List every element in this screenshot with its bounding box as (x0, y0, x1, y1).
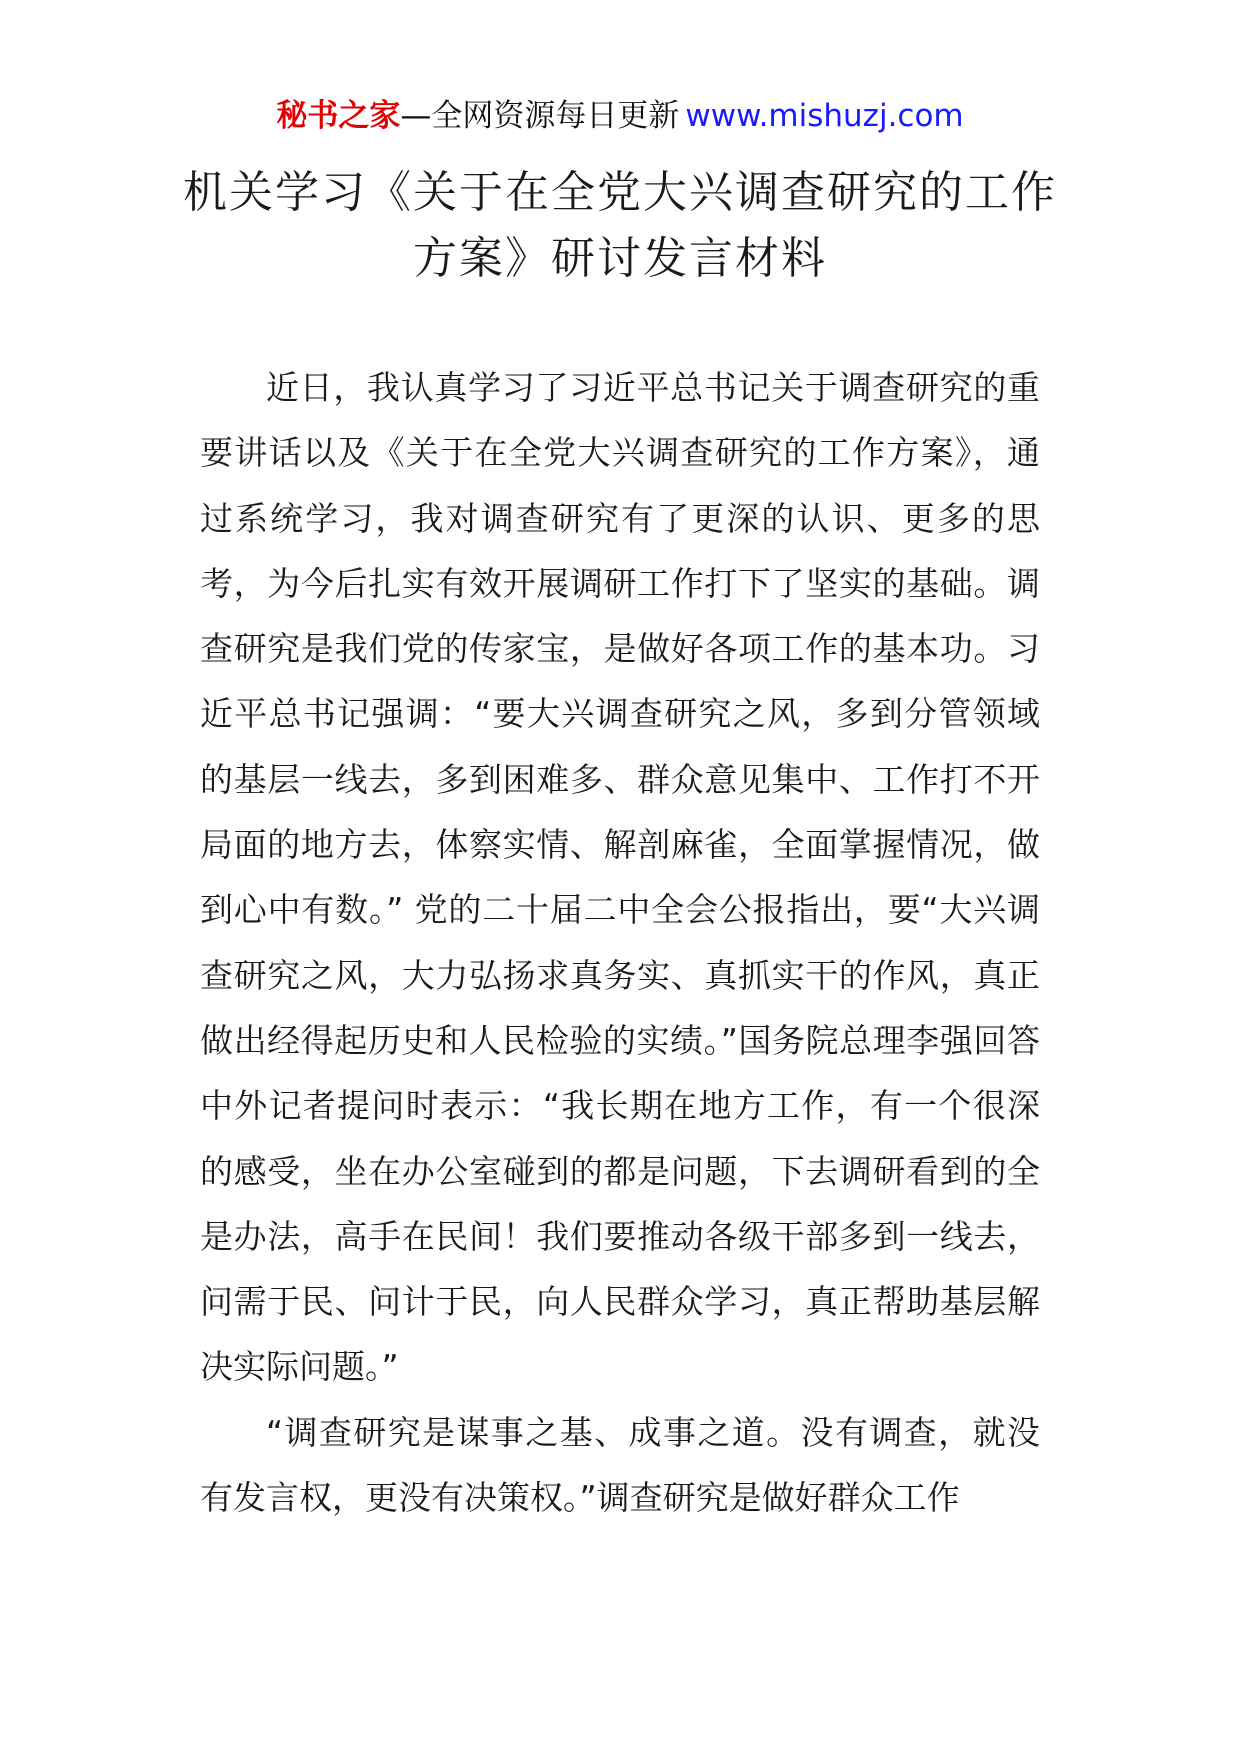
site-header (0, 96, 1240, 136)
site-tagline: —全网资源每日更新 (400, 98, 680, 134)
document-body (200, 355, 1040, 1530)
paragraph: 近日，我认真学习了习近平总书记关于调查研究的重要讲话以及《关于在全党大兴调查研究的工作方案》，通过系统学习，我对调查研究有了更深的认识、更多的思考，为今后扎实有效开展调研工作打下了坚实的基础。调查研究是我们党的传家宝，是做好各项工作的基本功。习近平总书记强调：“要大兴调查研究之风，多到分管领域的基层一线去，多到困难多、群众意见集中、工作打不开局面的地方去，体察实情、解剖麻雀，全面掌握情况，做到心中有数。” 党的二十届二中全会公报指出，要“大兴调查研究之风，大力弘扬求真务实、真抓实干的作风，真正做出经得起历史和人民检验的实绩。”国务院总理李强回答中外记者提问时表示：“我长期在地方工作，有一个很深的感受，坐在办公室碰到的都是问题，下去调研看到的全是办法，高手在民间！我们要推动各级干部多到一线去，问需于民、问计于民，向人民群众学习，真正帮助基层解决实际问题。” (200, 368, 1040, 1387)
paragraph: “调查研究是谋事之基、成事之道。没有调查，就没有发言权，更没有决策权。”调查研究是做好群众工作 (200, 1412, 1040, 1518)
document-title: 机关学习《关于在全党大兴调查研究的工作方案》研讨发言材料 (183, 167, 1057, 284)
site-brand: 秘书之家 (276, 98, 401, 134)
site-url-link[interactable]: www.mishuzj.com (685, 98, 964, 134)
